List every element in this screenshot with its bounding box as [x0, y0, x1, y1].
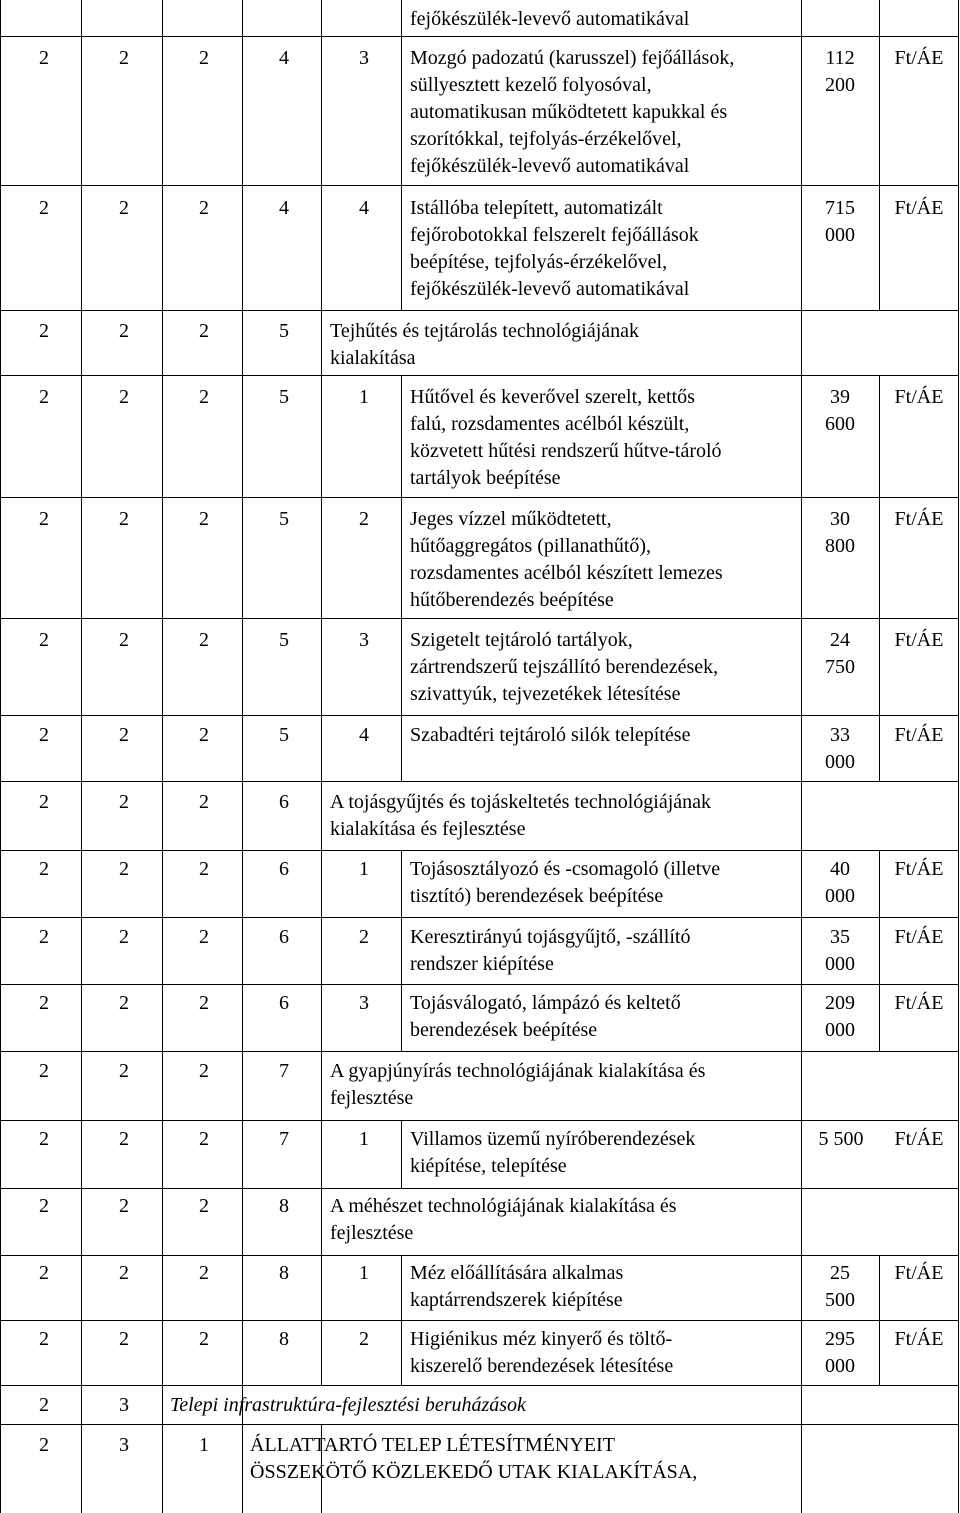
- column-divider: [242, 0, 243, 1513]
- row-unit: Ft/ÁE: [894, 629, 944, 651]
- row-divider: [0, 36, 959, 37]
- code-digit: 2: [39, 629, 49, 651]
- code-digit: 2: [119, 858, 129, 880]
- row-divider: [0, 984, 959, 985]
- row-description: Tojásosztályozó és -csomagoló (illetve tisztító) berendezések beépítése: [410, 858, 721, 907]
- row-description: Méz előállítására alkalmas kaptárrendszerek kiépítése: [410, 1262, 624, 1311]
- code-digit: 4: [279, 47, 289, 69]
- row-description: ÁLLATTARTÓ TELEP LÉTESÍTMÉNYEIT ÖSSZEKÖTŐ KÖZLEKEDŐ UTAK KIALAKÍTÁSA,: [250, 1434, 698, 1483]
- column-divider: [401, 375, 402, 781]
- column-divider: [81, 0, 82, 1513]
- code-digit: 1: [359, 1128, 369, 1150]
- code-digit: 6: [279, 791, 289, 813]
- code-digit: 2: [119, 791, 129, 813]
- code-digit: 4: [279, 197, 289, 219]
- code-digit: 2: [199, 1128, 209, 1150]
- row-divider: [0, 781, 959, 782]
- code-digit: 2: [39, 992, 49, 1014]
- code-digit: 4: [359, 724, 369, 746]
- code-digit: 2: [39, 858, 49, 880]
- row-description: Szigetelt tejtároló tartályok, zártrendszerű tejszállító berendezések, szivattyúk, tejvezetékek létesítése: [410, 629, 719, 705]
- row-description: Szabadtéri tejtároló silók telepítése: [410, 724, 691, 746]
- row-amount: 112 200: [825, 47, 855, 96]
- row-unit: Ft/ÁE: [894, 47, 944, 69]
- code-digit: 2: [199, 629, 209, 651]
- code-digit: 8: [279, 1195, 289, 1217]
- code-digit: 2: [199, 1195, 209, 1217]
- code-digit: 7: [279, 1128, 289, 1150]
- row-divider: [0, 1320, 959, 1321]
- row-divider: [0, 497, 959, 498]
- code-digit: 2: [119, 1262, 129, 1284]
- row-divider: [0, 185, 959, 186]
- row-unit: Ft/ÁE: [894, 1262, 944, 1284]
- row-description: Tejhűtés és tejtárolás technológiájának kialakítása: [330, 320, 640, 369]
- table-border-left: [0, 0, 1, 1513]
- code-digit: 2: [119, 386, 129, 408]
- row-divider: [0, 1255, 959, 1256]
- code-digit: 2: [119, 1328, 129, 1350]
- code-digit: 2: [39, 47, 49, 69]
- column-divider: [401, 1120, 402, 1188]
- code-digit: 2: [39, 508, 49, 530]
- row-amount: 715 000: [825, 197, 855, 246]
- row-divider: [0, 1120, 959, 1121]
- row-amount: 209 000: [825, 992, 855, 1041]
- code-digit: 1: [359, 1262, 369, 1284]
- row-divider: [0, 310, 959, 311]
- code-digit: 2: [199, 197, 209, 219]
- code-digit: 2: [39, 724, 49, 746]
- code-digit: 8: [279, 1262, 289, 1284]
- row-divider: [0, 1188, 959, 1189]
- row-unit: Ft/ÁE: [894, 386, 944, 408]
- code-digit: 2: [199, 47, 209, 69]
- row-unit: Ft/ÁE: [894, 197, 944, 219]
- code-digit: 2: [119, 1060, 129, 1082]
- code-digit: 8: [279, 1328, 289, 1350]
- row-divider: [0, 1385, 959, 1386]
- code-digit: 2: [39, 1195, 49, 1217]
- code-digit: 2: [119, 926, 129, 948]
- row-unit: Ft/ÁE: [894, 858, 944, 880]
- code-digit: 2: [199, 386, 209, 408]
- code-digit: 2: [39, 1434, 49, 1456]
- code-digit: 2: [119, 47, 129, 69]
- code-digit: 2: [39, 1262, 49, 1284]
- row-unit: Ft/ÁE: [894, 1128, 944, 1150]
- code-digit: 1: [199, 1434, 209, 1456]
- row-description: Tojásválogató, lámpázó és keltető berendezések beépítése: [410, 992, 681, 1041]
- row-unit: Ft/ÁE: [894, 1328, 944, 1350]
- row-description: Jeges vízzel működtetett, hűtőaggregátos (pillanathűtő), rozsdamentes acélból készített lemezes hűtőberendezés beépítése: [410, 508, 723, 611]
- row-divider: [0, 850, 959, 851]
- code-digit: 7: [279, 1060, 289, 1082]
- column-divider: [401, 850, 402, 1051]
- code-digit: 2: [119, 724, 129, 746]
- column-divider: [321, 0, 322, 1385]
- code-digit: 2: [199, 992, 209, 1014]
- row-amount: 35 000: [825, 926, 855, 975]
- table-border-right: [958, 0, 959, 1513]
- row-description: fejőkészülék-levevő automatikával: [410, 8, 690, 30]
- code-digit: 2: [39, 386, 49, 408]
- code-digit: 2: [39, 197, 49, 219]
- row-amount: 295 000: [825, 1328, 855, 1377]
- code-digit: 2: [119, 320, 129, 342]
- code-digit: 2: [119, 992, 129, 1014]
- code-digit: 2: [359, 926, 369, 948]
- row-unit: Ft/ÁE: [894, 508, 944, 530]
- row-divider: [0, 1051, 959, 1052]
- code-digit: 5: [279, 320, 289, 342]
- code-digit: 6: [279, 992, 289, 1014]
- code-digit: 5: [279, 724, 289, 746]
- code-digit: 2: [359, 1328, 369, 1350]
- code-digit: 5: [279, 508, 289, 530]
- code-digit: 6: [279, 926, 289, 948]
- code-digit: 2: [119, 508, 129, 530]
- row-description: Hűtővel és keverővel szerelt, kettős falú, rozsdamentes acélból készült, közvetett hűtési rendszerű hűtve-tároló tartályok beépítése: [410, 386, 722, 489]
- row-unit: Ft/ÁE: [894, 926, 944, 948]
- row-divider: [0, 618, 959, 619]
- row-divider: [0, 375, 959, 376]
- code-digit: 2: [199, 320, 209, 342]
- column-divider: [401, 0, 402, 310]
- code-digit: 2: [199, 926, 209, 948]
- row-description: Telepi infrastruktúra-fejlesztési beruházások: [170, 1394, 526, 1416]
- code-digit: 3: [359, 47, 369, 69]
- code-digit: 3: [119, 1394, 129, 1416]
- row-unit: Ft/ÁE: [894, 724, 944, 746]
- code-digit: 2: [199, 791, 209, 813]
- code-digit: 2: [39, 1060, 49, 1082]
- row-amount: 24 750: [825, 629, 855, 678]
- row-amount: 39 600: [825, 386, 855, 435]
- code-digit: 2: [39, 791, 49, 813]
- code-digit: 2: [39, 926, 49, 948]
- code-digit: 2: [39, 1328, 49, 1350]
- row-description: Istállóba telepített, automatizált fejőrobotokkal felszerelt fejőállások beépítése, tejfolyás-érzékelővel, fejőkészülék-levevő automatikával: [410, 197, 699, 300]
- code-digit: 2: [119, 1195, 129, 1217]
- code-digit: 2: [199, 858, 209, 880]
- row-description: A méhészet technológiájának kialakítása és fejlesztése: [330, 1195, 677, 1244]
- code-digit: 2: [359, 508, 369, 530]
- row-description: A tojásgyűjtés és tojáskeltetés technológiájának kialakítása és fejlesztése: [330, 791, 712, 840]
- code-digit: 2: [119, 1128, 129, 1150]
- row-divider: [0, 715, 959, 716]
- code-digit: 5: [279, 629, 289, 651]
- code-digit: 2: [39, 1128, 49, 1150]
- code-digit: 1: [359, 386, 369, 408]
- code-digit: 2: [199, 1060, 209, 1082]
- row-description: Higiénikus méz kinyerő és töltő- kiszerelő berendezések létesítése: [410, 1328, 674, 1377]
- code-digit: 3: [119, 1434, 129, 1456]
- row-amount: 40 000: [825, 858, 855, 907]
- code-digit: 3: [359, 992, 369, 1014]
- code-digit: 2: [199, 724, 209, 746]
- row-amount: 25 500: [825, 1262, 855, 1311]
- code-digit: 6: [279, 858, 289, 880]
- code-digit: 2: [119, 197, 129, 219]
- code-digit: 3: [359, 629, 369, 651]
- row-description: Villamos üzemű nyíróberendezések kiépítése, telepítése: [410, 1128, 696, 1177]
- row-amount: 33 000: [825, 724, 855, 773]
- row-divider: [0, 1424, 959, 1425]
- row-amount: 5 500: [818, 1128, 864, 1150]
- code-digit: 2: [119, 629, 129, 651]
- code-digit: 2: [199, 1328, 209, 1350]
- code-digit: 1: [359, 858, 369, 880]
- row-amount: 30 800: [825, 508, 855, 557]
- row-description: A gyapjúnyírás technológiájának kialakítása és fejlesztése: [330, 1060, 706, 1109]
- code-digit: 2: [199, 508, 209, 530]
- code-digit: 2: [39, 320, 49, 342]
- row-description: Keresztirányú tojásgyűjtő, -szállító rendszer kiépítése: [410, 926, 691, 975]
- code-digit: 2: [199, 1262, 209, 1284]
- code-digit: 5: [279, 386, 289, 408]
- row-description: Mozgó padozatú (karusszel) fejőállások, süllyesztett kezelő folyosóval, automatikusan működtetett kapukkal és szorítókkal, tejfolyás-érzékelővel, fejőkészülék-levevő automatikával: [410, 47, 735, 177]
- code-digit: 2: [39, 1394, 49, 1416]
- column-divider: [879, 375, 880, 781]
- row-divider: [0, 917, 959, 918]
- column-divider: [162, 0, 163, 1513]
- code-digit: 4: [359, 197, 369, 219]
- row-unit: Ft/ÁE: [894, 992, 944, 1014]
